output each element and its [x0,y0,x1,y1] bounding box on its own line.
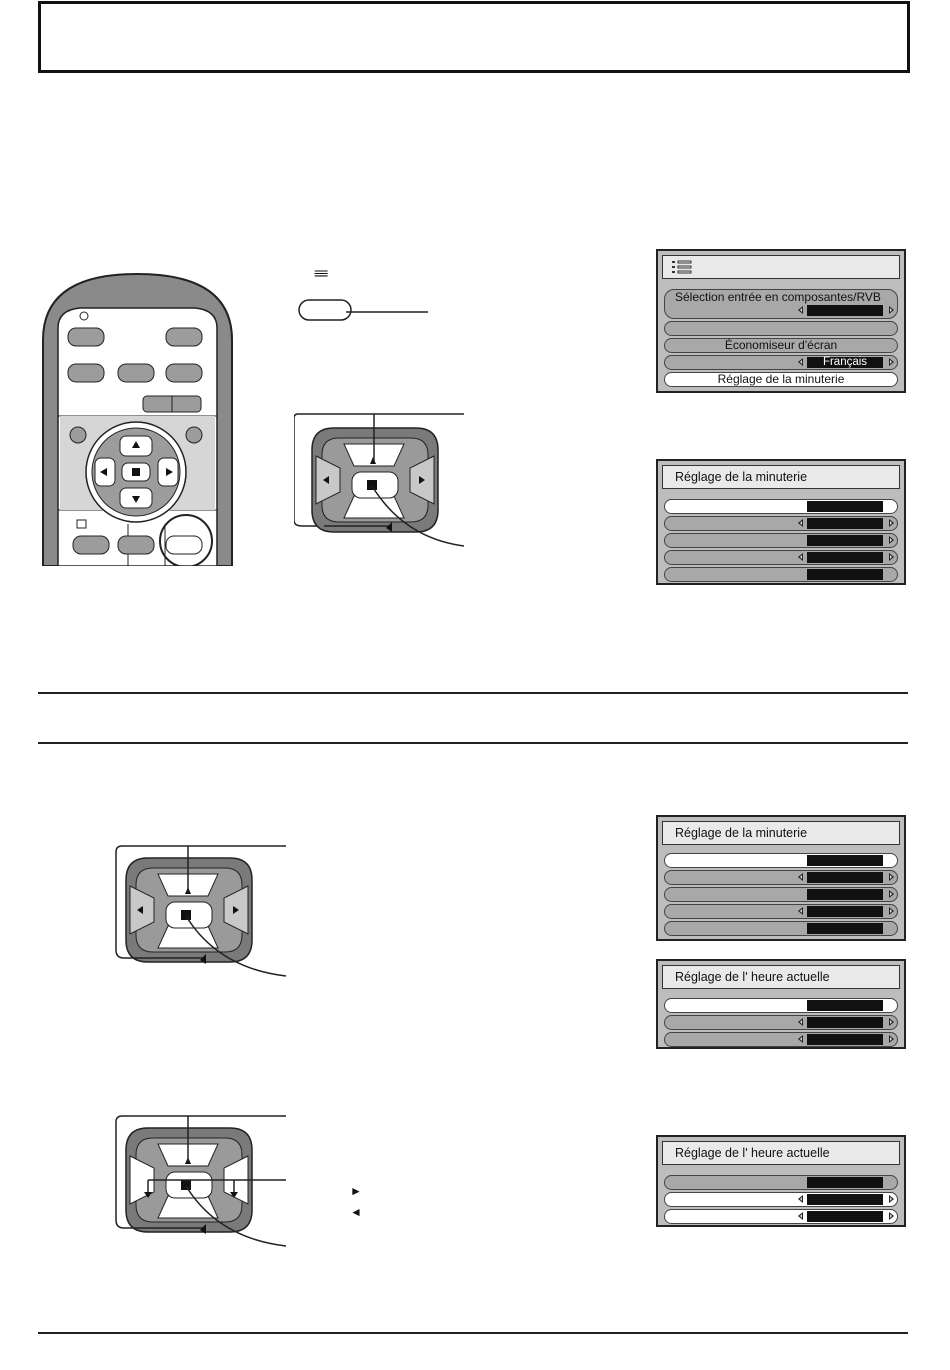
osd-timer-row [664,550,898,565]
arrow-left-icon [798,1195,803,1203]
osd-value [807,1211,883,1222]
menu-button-callout [296,298,436,324]
footer-rule [38,1332,908,1334]
arrow-right-icon [889,907,894,915]
remote-control [40,270,235,566]
osd-menu-row-value: Français [807,357,883,368]
arrow-right-icon [889,519,894,527]
section-rule-top [38,692,908,694]
osd-value [807,1194,883,1205]
title-box [38,1,910,73]
arrow-left-icon [798,306,803,314]
osd-value [807,535,883,546]
menu-button-glyph: ≡≡ [314,265,327,281]
arrow-right-icon [889,536,894,544]
osd-clock-row [664,998,898,1013]
osd-menu-row-label: Économiseur d'écran [724,338,838,352]
arrow-right-icon [889,1212,894,1220]
osd-menu-row-rgb [664,289,898,319]
osd-timer-row [664,499,898,514]
arrow-right-icon [889,890,894,898]
osd-clock-row [664,1209,898,1224]
osd-value [807,889,883,900]
osd-clock-1-title: Réglage de l' heure actuelle [662,965,900,989]
arrow-left-icon [798,1212,803,1220]
osd-clock-1 [656,959,906,1049]
osd-clock-row [664,1015,898,1030]
arrow-right-icon [889,1018,894,1026]
section-rule-bottom [38,742,908,744]
left-arrow-icon: ◄ [350,1205,362,1219]
osd-menu-row-value [807,305,883,316]
arrow-left-icon [798,873,803,881]
osd-clock-row [664,1192,898,1207]
arrow-left-icon [798,358,803,366]
osd-menu-row-blank [664,321,898,336]
osd-timer-row [664,516,898,531]
osd-value [807,552,883,563]
osd-menu-row-language [664,355,898,370]
arrow-left-icon [798,519,803,527]
osd-value [807,1017,883,1028]
arrow-left-icon [798,907,803,915]
nav-pad-2 [114,842,289,984]
osd-value [807,872,883,883]
osd-main-menu-header [662,255,900,279]
osd-value [807,1177,883,1188]
arrow-right-icon [889,1035,894,1043]
menu-icon [671,260,693,274]
osd-timer-row [664,567,898,582]
nav-pad-1 [294,410,469,552]
osd-value [807,906,883,917]
osd-value [807,569,883,580]
arrow-left-icon [798,553,803,561]
osd-menu-row-label: Réglage de la minuterie [717,372,845,386]
osd-value [807,923,883,934]
osd-value [807,1000,883,1011]
arrow-left-icon [798,1018,803,1026]
osd-menu-row-label: Sélection entrée en composantes/RVB [675,290,881,304]
right-arrow-icon: ► [350,1184,362,1198]
osd-value [807,501,883,512]
arrow-right-icon [889,306,894,314]
osd-clock-2-title: Réglage de l' heure actuelle [662,1141,900,1165]
osd-timer-row [664,533,898,548]
osd-main-menu [656,249,906,393]
osd-timer-row [664,887,898,902]
arrow-right-icon [889,1195,894,1203]
osd-timer-1 [656,459,906,585]
osd-clock-row [664,1175,898,1190]
osd-clock-row [664,1032,898,1047]
arrow-right-icon [889,873,894,881]
osd-clock-2 [656,1135,906,1227]
nav-pad-3 [114,1112,289,1254]
osd-timer-2 [656,815,906,941]
osd-timer-row [664,853,898,868]
arrow-right-icon [889,358,894,366]
osd-value [807,1034,883,1045]
osd-timer-row [664,870,898,885]
osd-timer-1-title: Réglage de la minuterie [662,465,900,489]
osd-value [807,518,883,529]
osd-menu-row-screensaver [664,338,898,353]
arrow-left-icon [798,1035,803,1043]
arrow-right-icon [889,553,894,561]
osd-menu-row-timer [664,372,898,387]
osd-timer-row [664,921,898,936]
osd-timer-2-title: Réglage de la minuterie [662,821,900,845]
osd-value [807,855,883,866]
osd-timer-row [664,904,898,919]
